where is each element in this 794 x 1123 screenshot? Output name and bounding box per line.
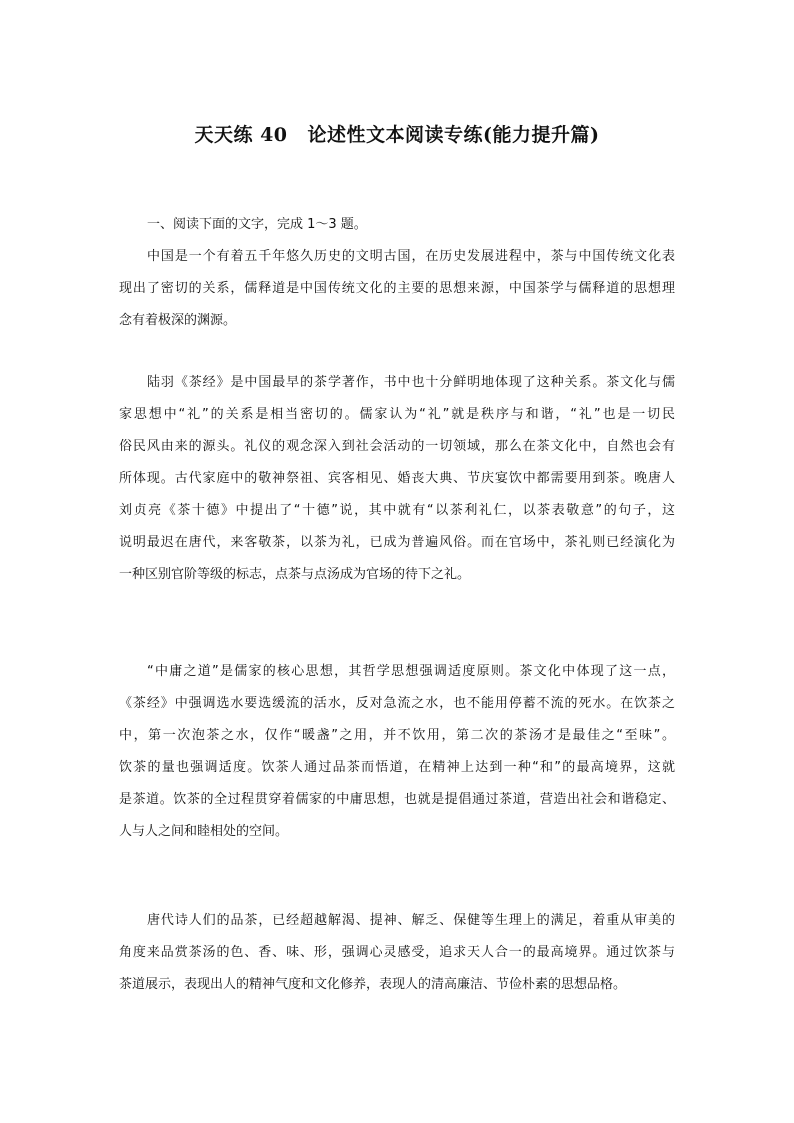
section-heading: 一、阅读下面的文字，完成 1～3 题。 — [147, 217, 367, 232]
paragraph-line: 唐代诗人们的品茶，已经超越解渴、提神、解乏、保健等生理上的满足，着重从审美的 — [147, 913, 675, 928]
paragraph-2 — [119, 367, 675, 591]
paragraph-line: 《茶经》中强调选水要选缓流的活水，反对急流之水，也不能用停蓄不流的死水。在饮茶之 — [119, 696, 675, 711]
paragraph-1 — [119, 241, 675, 337]
paragraph-line: 所体现。古代家庭中的敬神祭祖、宾客相见、婚丧大典、节庆宴饮中都需要用到茶。晚唐人 — [119, 471, 675, 486]
paragraph-line: 俗民风由来的源头。礼仪的观念深入到社会活动的一切领域，那么在茶文化中，自然也会有 — [119, 439, 675, 454]
paragraph-line: 人与人之间和睦相处的空间。 — [119, 824, 289, 839]
paragraph-line: 刘贞亮《茶十德》中提出了“十德”说，其中就有“以茶利礼仁，以茶表敬意”的句子，这 — [119, 503, 675, 518]
paragraph-line: 说明最迟在唐代，来客敬茶，以茶为礼，已成为普遍风俗。而在官场中，茶礼则已经演化为 — [119, 535, 675, 550]
paragraph-line: 中，第一次泡茶之水，仅作“暖盏”之用，并不饮用，第二次的茶汤才是最佳之“至味”。 — [119, 728, 675, 743]
paragraph-line: 饮茶的量也强调适度。饮茶人通过品茶而悟道，在精神上达到一种“和”的最高境界，这就 — [119, 760, 675, 775]
paragraph-line: 陆羽《茶经》是中国最早的茶学著作，书中也十分鲜明地体现了这种关系。茶文化与儒 — [147, 375, 675, 390]
paragraph-line: 一种区别官阶等级的标志，点茶与点汤成为官场的待下之礼。 — [119, 567, 471, 582]
page-title — [0, 120, 794, 150]
paragraph-line: 角度来品赏茶汤的色、香、味、形，强调心灵感受，追求天人合一的最高境界。通过饮茶与 — [119, 945, 675, 960]
title-series: 天天练 40 — [194, 124, 288, 146]
paragraph-3 — [119, 656, 675, 848]
paragraph-line: 现出了密切的关系，儒释道是中国传统文化的主要的思想来源，中国茶学与儒释道的思想理 — [119, 281, 675, 296]
paragraph-line: 念有着极深的渊源。 — [119, 313, 237, 328]
paragraph-line: 家思想中“礼”的关系是相当密切的。儒家认为“礼”就是秩序与和谐，“礼”也是一切民 — [119, 407, 675, 422]
paragraph-4 — [119, 905, 675, 1001]
title-topic: 论述性文本阅读专练(能力提升篇) — [307, 124, 600, 146]
paragraph-line: 中国是一个有着五千年悠久历史的文明古国，在历史发展进程中，茶与中国传统文化表 — [147, 249, 675, 264]
paragraph-line: “中庸之道”是儒家的核心思想，其哲学思想强调适度原则。茶文化中体现了这一点， — [147, 664, 675, 679]
paragraph-line: 茶道展示，表现出人的精神气度和文化修养，表现人的清高廉洁、节俭朴素的思想品格。 — [119, 977, 627, 992]
paragraph-line: 是茶道。饮茶的全过程贯穿着儒家的中庸思想，也就是提倡通过茶道，营造出社会和谐稳定、 — [119, 792, 675, 807]
